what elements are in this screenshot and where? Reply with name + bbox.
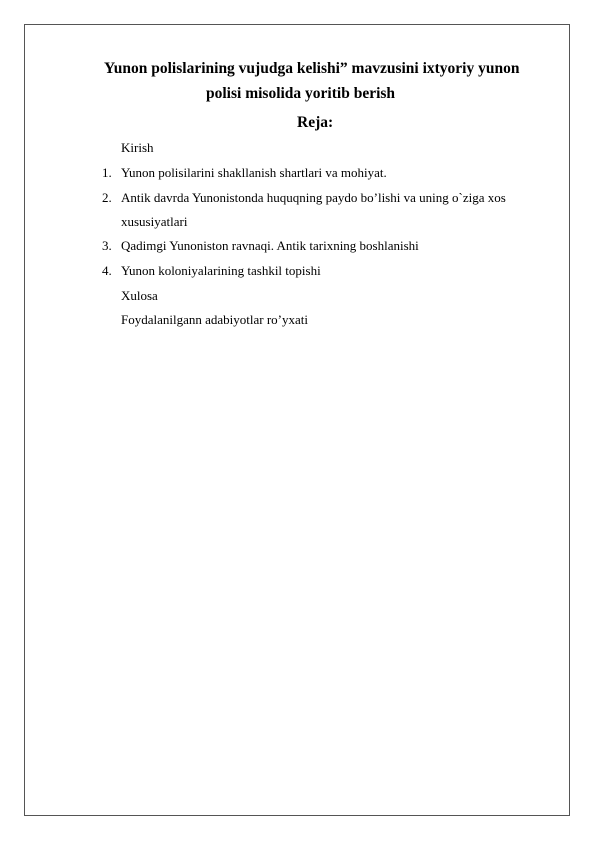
toc-item-2-number: 2. <box>102 190 112 205</box>
toc-references-text: Foydalanilgann adabiyotlar ro’yxati <box>121 312 309 327</box>
toc-intro-text: Kirish <box>121 140 154 155</box>
toc-item-1-number: 1. <box>102 165 112 180</box>
page-border <box>24 24 570 816</box>
toc-conclusion-text: Xulosa <box>121 288 158 303</box>
document-title-line-2: polisi misolida yoritib berish <box>206 85 396 102</box>
toc-item-4-text: Yunon koloniyalarining tashkil topishi <box>121 263 321 278</box>
toc-item-2-continuation-text: xususiyatlari <box>121 214 188 229</box>
toc-item-3-text: Qadimgi Yunoniston ravnaqi. Antik tarixning boshlanishi <box>121 238 419 253</box>
toc-item-3-number: 3. <box>102 238 112 253</box>
toc-item-4-number: 4. <box>102 263 112 278</box>
plan-heading: Reja: <box>297 114 334 131</box>
toc-item-2-text: Antik davrda Yunonistonda huquqning paydo bo’lishi va uning o`ziga xos <box>121 190 506 205</box>
toc-item-1-text: Yunon polisilarini shakllanish shartlari va mohiyat. <box>121 165 387 180</box>
document-title-line-1: Yunon polislarining vujudga kelishi” mavzusini ixtyoriy yunon <box>104 60 520 77</box>
